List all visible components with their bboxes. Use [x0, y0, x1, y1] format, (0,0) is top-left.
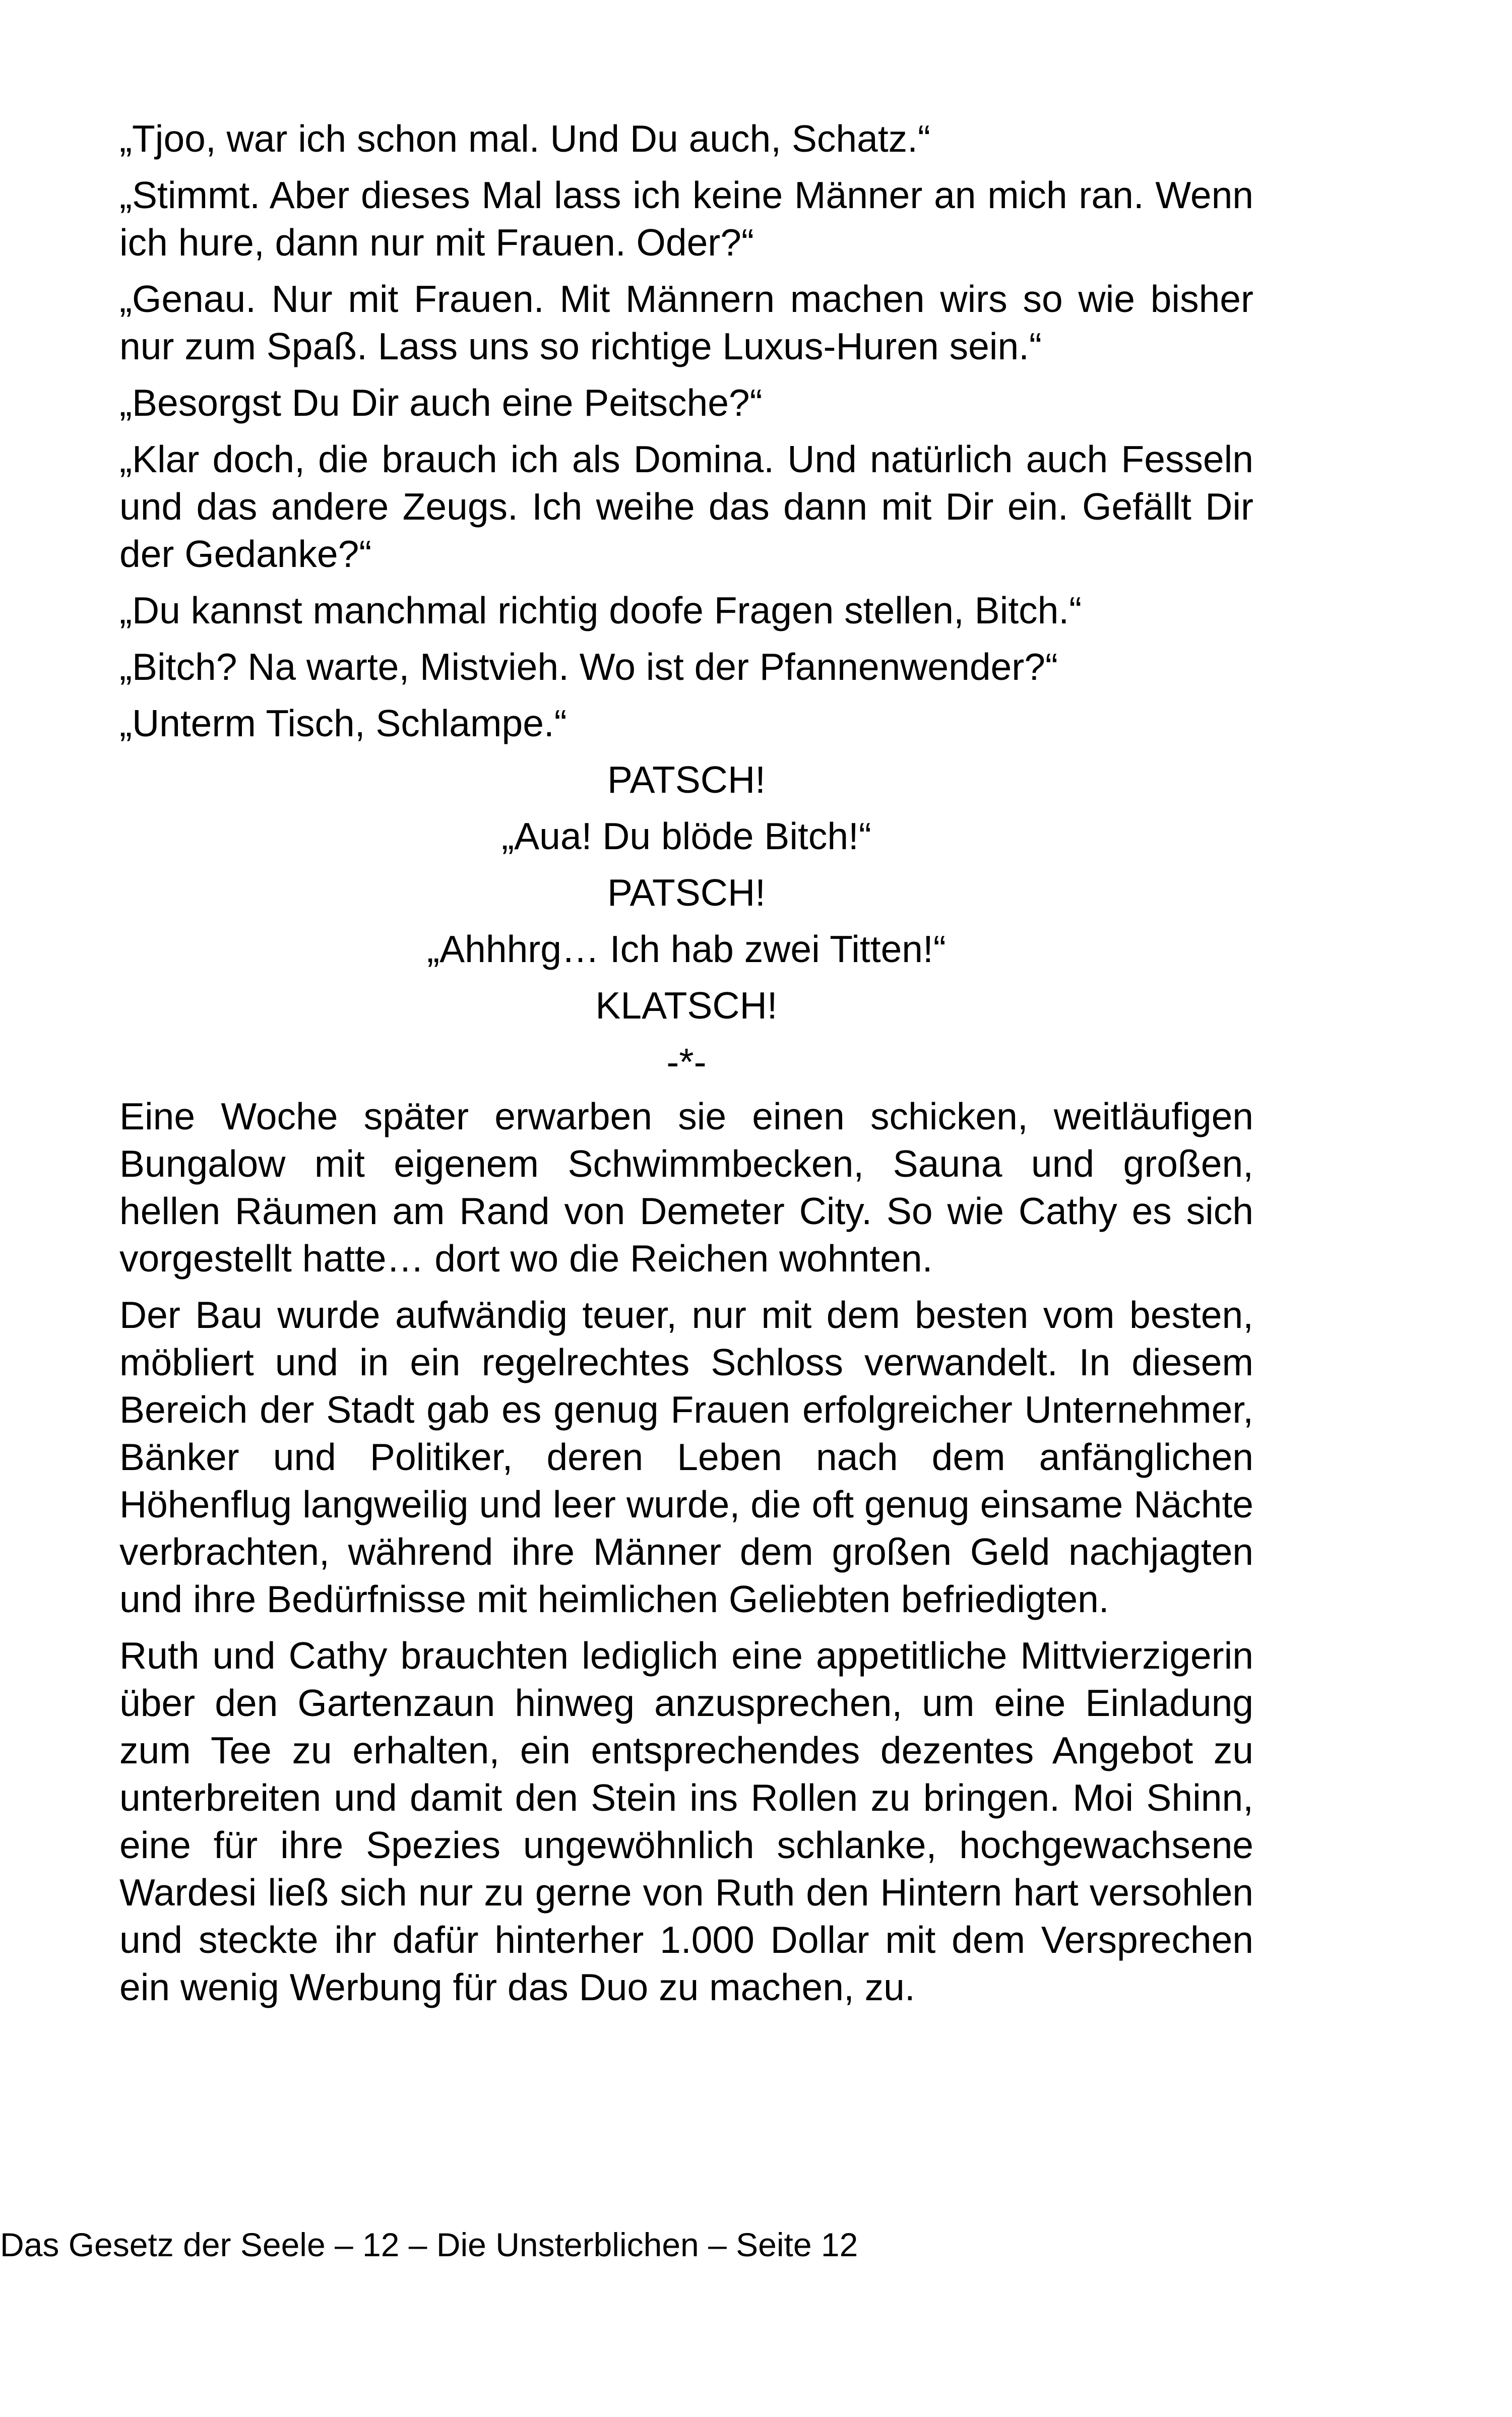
dialogue-line: „Du kannst manchmal richtig doofe Fragen stellen, Bitch.“ — [119, 589, 1082, 631]
sound-effect: KLATSCH! — [595, 984, 778, 1027]
dialogue-line: „Stimmt. Aber dieses Mal lass ich keine Männer an mich ran. Wenn ich hure, dann nur mit Frauen. Oder?“ — [119, 174, 1253, 264]
narrative-paragraph: Ruth und Cathy brauchten lediglich eine appetitliche Mittvierzigerin über den Gartenzaun hinweg anzusprechen, um eine Einladung zum Tee zu erhalten, ein entsprechendes dezentes Angebot zu unterbreiten und damit den Stein ins Rollen zu bringen. Moi Shinn, eine für ihre Spezies ungewöhnlich schlanke, hochgewachsene Wardesi ließ sich nur zu gerne von Ruth den Hintern hart versohlen und steckte ihr dafür hinterher 1.000 Dollar mit dem Versprechen ein wenig Werbung für das Duo zu machen, zu. — [119, 1634, 1253, 2008]
dialogue-line: „Unterm Tisch, Schlampe.“ — [119, 702, 567, 744]
centered-dialogue: „Ahhhrg… Ich hab zwei Titten!“ — [427, 928, 946, 970]
narrative-paragraph: Der Bau wurde aufwändig teuer, nur mit dem besten vom besten, möbliert und in ein regelrechtes Schloss verwandelt. In diesem Bereich der Stadt gab es genug Frauen erfolgreicher Unternehmer, Bänker und Politiker, deren Leben nach dem anfänglichen Höhenflug langweilig und leer wurde, die oft genug einsame Nächte verbrachten, während ihre Männer dem großen Geld nachjagten und ihre Bedürfnisse mit heimlichen Geliebten befriedigten. — [119, 1294, 1253, 1620]
dialogue-line: „Tjoo, war ich schon mal. Und Du auch, Schatz.“ — [119, 117, 930, 160]
dialogue-line: „Besorgst Du Dir auch eine Peitsche?“ — [119, 381, 763, 424]
dialogue-line: „Bitch? Na warte, Mistvieh. Wo ist der Pfannenwender?“ — [119, 646, 1058, 688]
dialogue-line: „Klar doch, die brauch ich als Domina. Und natürlich auch Fesseln und das andere Zeugs. Ich weihe das dann mit Dir ein. Gefällt Dir der Gedanke?“ — [119, 438, 1253, 575]
narrative-paragraph: Eine Woche später erwarben sie einen schicken, weitläufigen Bungalow mit eigenem Schwimmbecken, Sauna und großen, hellen Räumen am Rand von Demeter City. So wie Cathy es sich vorgestellt hatte… dort wo die Reichen wohnten. — [119, 1095, 1253, 1280]
sound-effect: PATSCH! — [607, 758, 766, 801]
sound-effect: PATSCH! — [607, 871, 766, 914]
centered-dialogue: „Aua! Du blöde Bitch!“ — [501, 815, 871, 857]
page-footer: Das Gesetz der Seele – 12 – Die Unsterblichen – Seite 12 — [0, 2226, 858, 2263]
dialogue-line: „Genau. Nur mit Frauen. Mit Männern machen wirs so wie bisher nur zum Spaß. Lass uns so richtige Luxus-Huren sein.“ — [119, 278, 1253, 367]
page-body — [119, 115, 1253, 2020]
scene-separator: -*- — [666, 1041, 707, 1083]
